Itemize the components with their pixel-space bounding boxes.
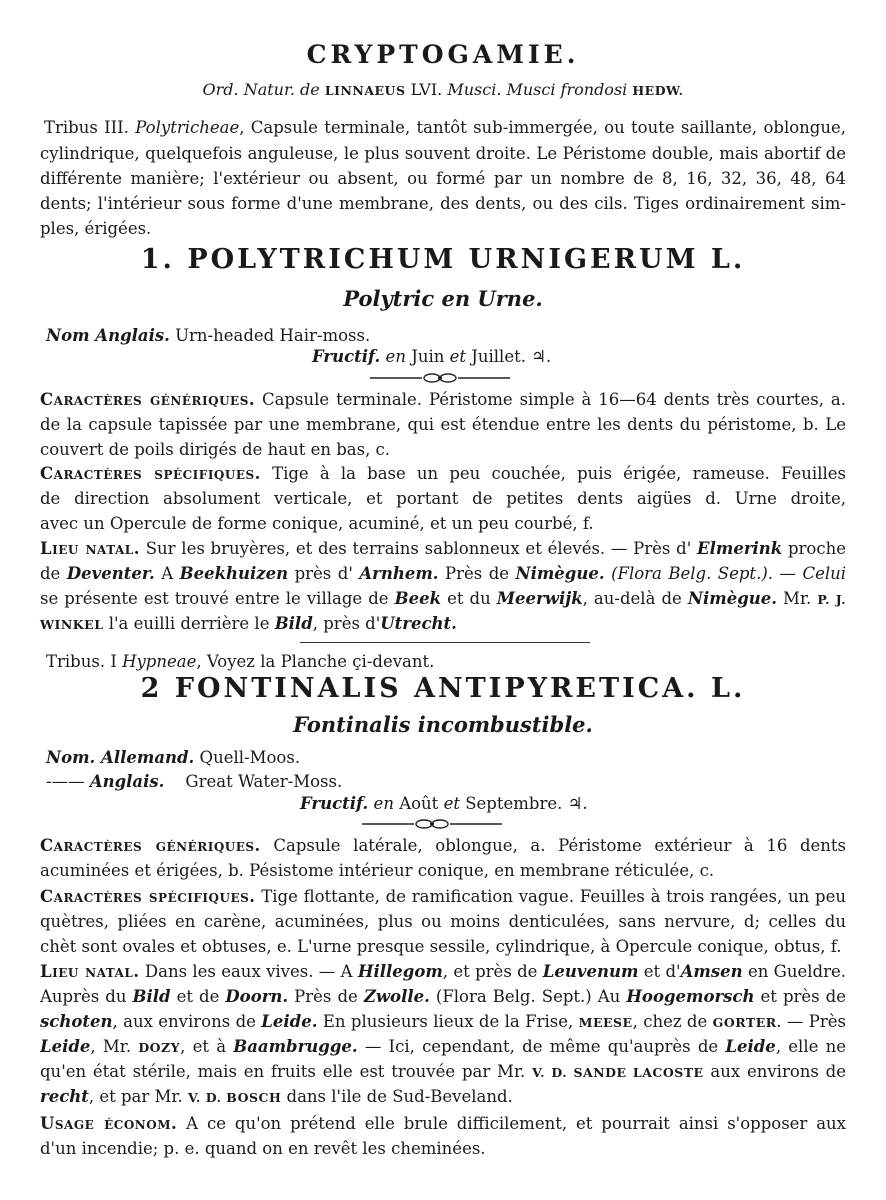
lieu-text: , et à: [180, 1037, 234, 1056]
lieu-text: aux environs de: [703, 1062, 846, 1081]
place-name: Bild: [274, 614, 313, 633]
species-1-gen-line-1: [40, 389, 846, 413]
place-name: schoten: [40, 1012, 113, 1031]
person-name: WINKEL: [40, 617, 104, 632]
place-name: Deventer.: [66, 564, 155, 583]
place-name: Hillegom: [357, 962, 443, 981]
place-name: Bild: [132, 987, 171, 1006]
person-name: V. D. SANDE LACOSTE: [532, 1065, 704, 1080]
lieu-text: et d': [638, 962, 681, 981]
lieu-text: A: [154, 564, 180, 583]
person-name: P. J.: [817, 592, 846, 607]
place-name: Leuvenum: [542, 962, 639, 981]
gen-text: Capsule terminale. Péristome simple à 16—64 dents très courtes, a.: [262, 390, 846, 409]
place-name: Beekhuizen: [179, 564, 289, 583]
lieu-text: et près de: [754, 987, 846, 1006]
fructif-month: Août: [399, 794, 444, 813]
species-2-lieu-line-3: [40, 1011, 846, 1035]
nom-label: Anglais.: [89, 772, 165, 791]
person-name: DOZY: [138, 1040, 181, 1055]
tribus-2-name: Hypneae: [122, 652, 197, 671]
place-name: Arnhem.: [359, 564, 439, 583]
usage-label: Usage économ.: [40, 1114, 178, 1133]
lieu-text: Près de: [438, 564, 516, 583]
place-name: Beek: [394, 589, 441, 608]
species-1-subtitle: Polytric en Urne.: [343, 286, 543, 311]
lieu-text: et du: [441, 589, 497, 608]
lieu-label: Lieu natal.: [40, 962, 140, 981]
ornament-divider-icon: [362, 818, 502, 830]
lieu-text: — Près: [786, 1012, 846, 1031]
lieu-text: dans l'ile de Sud-Beveland.: [281, 1087, 513, 1106]
place-name: recht: [40, 1087, 89, 1106]
place-name: Leide.: [261, 1012, 318, 1031]
species-2-spec-line-2: quètres, pliées en carène, acuminées, plus ou moins denticulées, sans nervure, d; celles du: [40, 912, 846, 931]
fructif-et: et: [443, 794, 460, 813]
tribus-2-label: Tribus. I: [46, 652, 123, 671]
lieu-text: , elle ne: [775, 1037, 846, 1056]
person-name: GORTER.: [712, 1015, 782, 1030]
ornament-divider-icon: [370, 372, 510, 384]
place-name: Leide: [40, 1037, 91, 1056]
species-2-lieu-line-6: [40, 1086, 846, 1109]
tribus-text: , Capsule terminale, tantôt sub-immergée, ou toute saillante, oblongue,: [239, 118, 846, 137]
lieu-text: se présente est trouvé entre le village de: [40, 589, 395, 608]
lieu-text: en Gueldre.: [742, 962, 846, 981]
tribus-2-text: , Voyez la Planche çi-devant.: [196, 652, 435, 671]
place-name: Utrecht.: [380, 614, 457, 633]
lieu-text: Sur les bruyères, et des terrains sablonneux et élevés. — Près d': [139, 539, 698, 558]
lieu-label: Lieu natal.: [40, 539, 140, 558]
species-1-lieu-line-3: [40, 588, 846, 612]
lieu-text: Auprès du: [40, 987, 133, 1006]
spec-text: Tige flottante, de ramification vague. Feuilles à trois rangées, un peu: [261, 887, 846, 906]
gen-text: Capsule latérale, oblongue, a. Péristome extérieur à 16 dents: [273, 836, 846, 855]
gen-label: Caractères génériques.: [40, 390, 256, 409]
tribus-line-1: [44, 117, 846, 141]
species-1-spec-line-1: [40, 463, 846, 487]
fructif-en: en: [368, 794, 400, 813]
species-2-subtitle: Fontinalis incombustible.: [293, 712, 593, 737]
species-1-nom: [46, 325, 852, 347]
fructif-label: Fructif.: [312, 347, 381, 366]
place-name: Zwolle.: [363, 987, 430, 1006]
nom-label: Nom Anglais.: [46, 326, 170, 345]
place-name: Elmerink: [697, 539, 783, 558]
lieu-text: — Ici, cependant, de même qu'auprès de: [357, 1037, 726, 1056]
place-name: Nimègue.: [515, 564, 605, 583]
lieu-text: (Flora Belg. Sept.). — Celui: [611, 564, 846, 583]
lieu-text: de: [40, 564, 67, 583]
author-hedw: HEDW.: [632, 83, 684, 98]
species-1-lieu-line-2: [40, 563, 846, 587]
species-2-lieu-line-1: [40, 961, 846, 985]
fructif-et: et: [449, 347, 466, 366]
species-1-lieu-line-1: [40, 538, 846, 562]
person-name: V. D. BOSCH: [187, 1090, 282, 1105]
fructif-label: Fructif.: [300, 794, 369, 813]
order-musci: Musci.: [447, 80, 502, 99]
place-name: Nimègue.: [687, 589, 777, 608]
place-name: Baambrugge.: [233, 1037, 358, 1056]
section-divider: [300, 642, 590, 643]
lieu-text: proche: [782, 539, 846, 558]
order-frondosi: Musci frondosi: [501, 80, 633, 99]
tribus-name: Polytricheae: [135, 118, 240, 137]
tribus-line-4: dents; l'intérieur sous forme d'une membrane, des dents, ou des cils. Tiges ordinairement sim-: [40, 194, 846, 213]
nom-label: Nom. Allemand.: [46, 748, 195, 767]
species-2-lieu-line-2: [40, 986, 846, 1010]
species-2-spec-line-3: chèt sont ovales et obtuses, e. L'urne presque sessile, cylindrique, à Opercule conique, obtus, f.: [40, 937, 842, 956]
page-title: CRYPTOGAMIE.: [306, 40, 580, 69]
person-name: MEESE: [578, 1015, 633, 1030]
species-1-spec-line-2: de direction absolument verticale, et portant de petites dents aigües d. Urne droite,: [40, 489, 846, 508]
tribus-label: Tribus III.: [44, 118, 136, 137]
spec-label: Caractères spécifiques.: [40, 464, 261, 483]
lieu-text: près d': [288, 564, 360, 583]
species-1-gen-line-2: de la capsule tapissée par une membrane, qui est étendue entre les dents du péristome, b. Le: [40, 415, 846, 434]
spec-label: Caractères spécifiques.: [40, 887, 256, 906]
place-name: Hoogemorsch: [626, 987, 755, 1006]
lieu-text: , et près de: [442, 962, 543, 981]
species-1-title: 1. POLYTRICHUM URNIGERUM L.: [140, 244, 746, 275]
place-name: Doorn.: [225, 987, 289, 1006]
lieu-text: qu'en état stérile, mais en fruits elle est trouvée par Mr.: [40, 1062, 533, 1081]
tribus-2-line: [46, 651, 852, 673]
lieu-text: Dans les eaux vives. — A: [139, 962, 358, 981]
fructif-month: Septembre. ♃.: [459, 794, 588, 813]
species-2-gen-line-1: [40, 835, 846, 859]
gen-label: Caractères génériques.: [40, 836, 261, 855]
order-pre: Ord. Natur. de: [202, 80, 325, 99]
species-1-gen-line-3: couvert de poils dirigés de haut en bas, c.: [40, 440, 391, 459]
lieu-text: , Mr.: [90, 1037, 139, 1056]
tribus-line-5: ples, érigées.: [40, 219, 152, 238]
species-2-fructif: [300, 793, 700, 815]
species-1-spec-line-3: avec un Opercule de forme conique, acuminé, et un peu courbé, f.: [40, 514, 594, 533]
order-number: LVI.: [405, 80, 448, 99]
lieu-text: et de: [170, 987, 226, 1006]
place-name: Amsen: [680, 962, 743, 981]
place-name: [40, 1009, 89, 1010]
species-1-fructif: [312, 346, 712, 368]
nom-value: Great Water-Moss.: [185, 772, 343, 791]
lieu-text: , et par Mr.: [88, 1087, 188, 1106]
fructif-en: en: [380, 347, 412, 366]
lieu-text: , près d': [312, 614, 381, 633]
nom-value: Quell-Moos.: [194, 748, 301, 767]
species-1-lieu-line-4: [40, 613, 846, 636]
tribus-line-3: différente manière; l'extérieur ou absent, ou formé par un nombre de 8, 16, 32, 36, 48, 64: [40, 169, 846, 188]
lieu-text: l'a euilli derrière le: [103, 614, 275, 633]
lieu-text: En plusieurs lieux de la Frise,: [317, 1012, 579, 1031]
nom-value: Urn-headed Hair-moss.: [169, 326, 371, 345]
author-linnaeus: LINNAEUS: [324, 83, 406, 98]
species-2-lieu-line-4: [40, 1036, 846, 1060]
lieu-text: , au-delà de: [582, 589, 688, 608]
spec-text: Tige à la base un peu couchée, puis érigée, rameuse. Feuilles: [272, 464, 846, 483]
lieu-text: , aux environs de: [112, 1012, 262, 1031]
lieu-text: , chez de: [632, 1012, 713, 1031]
species-2-gen-line-2: acuminées et érigées, b. Pésistome intérieur conique, en membrane réticulée, c.: [40, 861, 715, 880]
place-name: Meerwijk: [496, 589, 583, 608]
usage-text: A ce qu'on prétend elle brule difficilement, et pourrait ainsi s'opposer aux: [186, 1114, 846, 1133]
order-line: [0, 79, 886, 102]
species-2-nom-2: [46, 771, 852, 793]
nom-dash: -——: [46, 772, 85, 791]
fructif-month: Juillet. ♃.: [466, 347, 552, 366]
species-2-spec-line-1: [40, 886, 846, 910]
species-2-lieu-line-5: [40, 1061, 846, 1085]
species-2-usage-line-2: d'un incendie; p. e. quand on en revêt les cheminées.: [40, 1139, 486, 1158]
lieu-text: Près de: [288, 987, 364, 1006]
species-2-usage-line-1: [40, 1113, 846, 1137]
lieu-text: (Flora Belg. Sept.) Au: [429, 987, 627, 1006]
species-2-title: 2 FONTINALIS ANTIPYRETICA. L.: [140, 673, 746, 704]
place-name: Leide: [725, 1037, 776, 1056]
lieu-text: Mr.: [776, 589, 818, 608]
species-2-nom-1: [46, 747, 852, 769]
fructif-month: Juin: [411, 347, 450, 366]
tribus-line-2: cylindrique, quelquefois anguleuse, le plus souvent droite. Le Péristome double, mais abortif de: [40, 144, 846, 163]
